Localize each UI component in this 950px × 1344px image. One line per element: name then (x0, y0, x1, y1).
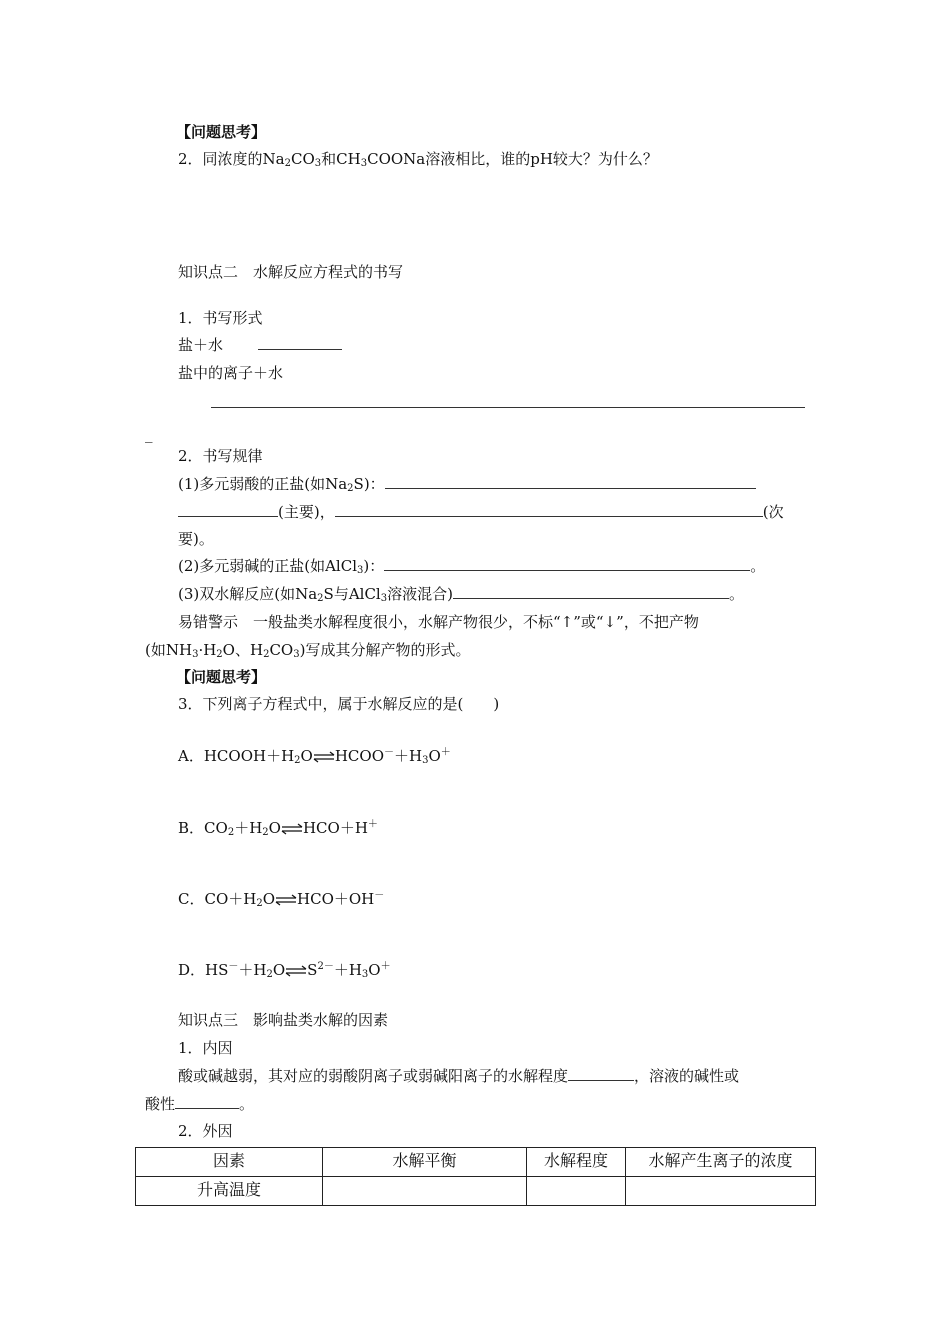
equilibrium-arrow-icon (275, 893, 297, 907)
table-cell: 升高温度 (136, 1177, 323, 1206)
option-c[interactable]: C．$CO+H_2O$ HCO＋OH－ (178, 890, 385, 909)
answer-blank[interactable] (178, 502, 278, 517)
question-3: 3．下列离子方程式中，属于水解反应的是( ) (178, 695, 500, 713)
rule-title: 2．书写规律 (178, 447, 263, 465)
equilibrium-arrow-icon (281, 822, 303, 836)
rule-1-end: 要)。 (178, 530, 214, 548)
option-d[interactable]: D．$HS^-+H_2O$ $S^{2-}+H_3O^+$ (178, 961, 391, 980)
question-heading: 【问题思考】 (176, 668, 267, 686)
answer-blank[interactable] (335, 502, 763, 517)
answer-blank[interactable] (385, 474, 756, 489)
warning-line-1: 易错警示 一般盐类水解程度很小，水解产物很少，不标“↑”或“↓”，不把产物 (178, 613, 699, 631)
rule-3: (3)双水解反应(如$Na_2S$与AlCl$_3$溶液混合) 。 (178, 585, 744, 604)
answer-blank[interactable] (568, 1066, 634, 1081)
option-a[interactable]: A．$HCOOH+H_2O$ $HCOO^-+H_3O^+$ (178, 747, 451, 766)
table-header-row (136, 1148, 816, 1177)
section-title-3: 知识点三 影响盐类水解的因素 (178, 1011, 389, 1029)
question-heading: 【问题思考】 (176, 123, 267, 141)
warning-line-2: (如$NH_3\cdot H_2O$、$H_2CO_3$)写成其分解产物的形式。 (145, 641, 471, 660)
form-line-2: 盐中的离子＋水 (178, 364, 284, 382)
table-header: 水解程度 (527, 1148, 626, 1177)
table-header: 水解产生离子的浓度 (626, 1148, 816, 1177)
inner-title: 1．内因 (178, 1039, 233, 1057)
answer-blank[interactable] (175, 1094, 239, 1109)
table-header: 因素 (136, 1148, 323, 1177)
section-title-2: 知识点二 水解反应方程式的书写 (178, 263, 404, 281)
table-cell[interactable] (626, 1177, 816, 1206)
option-b[interactable]: B．$CO_2+H_2O$ HCO＋H＋ (178, 819, 378, 838)
dash-mark: _ (145, 425, 153, 443)
form-line-1: 盐＋水 (178, 335, 342, 355)
question-2: 2．同浓度的$Na_2CO_3$和$CH_3COONa$溶液相比，谁的pH较大？为什么？ (178, 150, 658, 169)
table-cell[interactable] (527, 1177, 626, 1206)
answer-blank-long[interactable] (211, 393, 805, 408)
answer-blank[interactable] (258, 335, 342, 350)
rule-2: (2)多元弱碱的正盐(如AlCl$_3$)： 。 (178, 557, 766, 576)
form-title: 1．书写形式 (178, 309, 263, 327)
answer-blank[interactable] (384, 556, 750, 571)
inner-text-line-1: 酸或碱越弱，其对应的弱酸阴离子或弱碱阳离子的水解程度 ，溶液的碱性或 (178, 1067, 740, 1085)
answer-blank[interactable] (453, 584, 729, 599)
rule-1-cont: (主要)， (次 (178, 502, 784, 522)
table-row (136, 1177, 816, 1206)
equilibrium-arrow-icon (313, 750, 335, 764)
factor-table (135, 1147, 816, 1206)
equilibrium-arrow-icon (285, 964, 307, 978)
table-cell[interactable] (323, 1177, 527, 1206)
inner-text-line-2: 酸性 。 (145, 1095, 255, 1113)
outer-title: 2．外因 (178, 1122, 233, 1140)
table-header: 水解平衡 (323, 1148, 527, 1177)
rule-1: (1)多元弱酸的正盐(如$Na_2S$)： (178, 474, 756, 494)
